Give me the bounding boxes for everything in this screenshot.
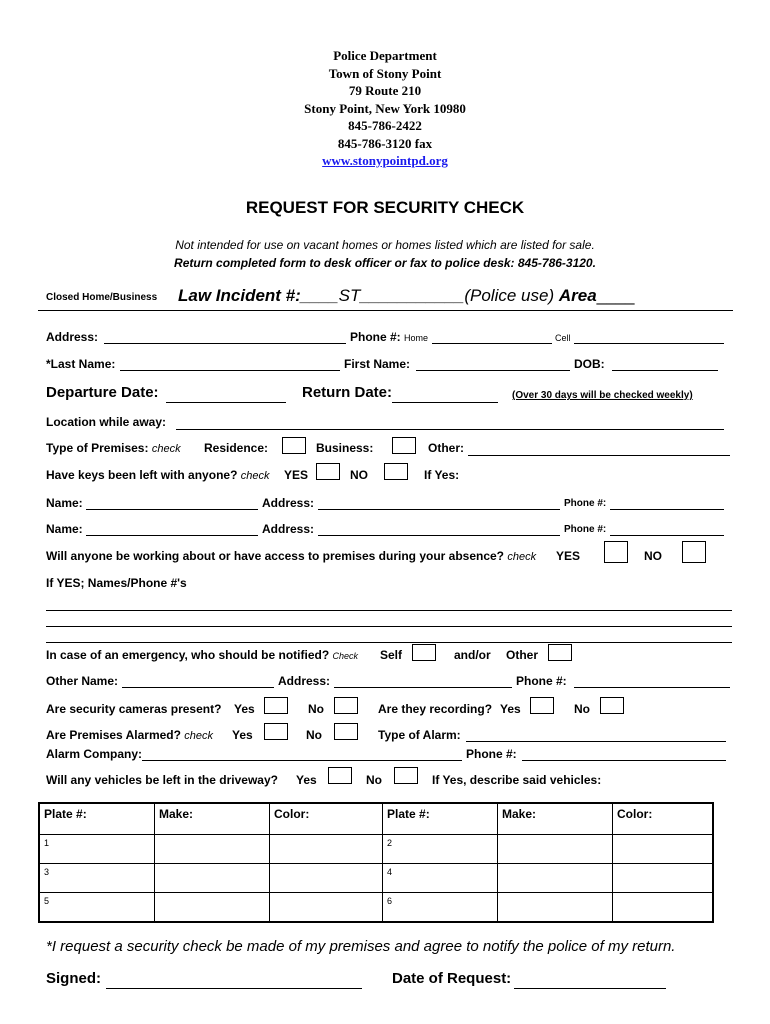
alarmed-yes-checkbox[interactable] bbox=[264, 723, 288, 740]
vacancy-note: Not intended for use on vacant homes or homes listed which are listed for sale. bbox=[175, 238, 595, 252]
access-no-checkbox[interactable] bbox=[682, 541, 706, 563]
recording-yes-checkbox[interactable] bbox=[530, 697, 554, 714]
business-label: Business: bbox=[316, 441, 374, 455]
vehicle-table-header bbox=[39, 803, 713, 835]
dob-input[interactable] bbox=[612, 370, 718, 371]
plate-cell[interactable]: 6 bbox=[383, 893, 498, 923]
table-row bbox=[39, 864, 713, 893]
return-date-label: Return Date: bbox=[302, 384, 393, 401]
make-cell[interactable] bbox=[155, 864, 270, 893]
names-phones-line-2[interactable] bbox=[46, 626, 732, 627]
address-label: Address: bbox=[46, 330, 99, 344]
date-request-label: Date of Request: bbox=[392, 970, 512, 987]
first-name-input[interactable] bbox=[416, 370, 570, 371]
keyholder1-name-input[interactable] bbox=[86, 509, 258, 510]
law-incident-field bbox=[178, 286, 634, 306]
other-phone-label: Phone #: bbox=[516, 674, 567, 688]
weekly-check-note: (Over 30 days will be checked weekly) bbox=[512, 390, 693, 401]
form-title: REQUEST FOR SECURITY CHECK bbox=[245, 198, 525, 217]
alarm-company-input[interactable] bbox=[142, 760, 462, 761]
check-hint: check bbox=[151, 443, 181, 455]
phone-label: Phone #: bbox=[350, 330, 401, 344]
return-note: Return completed form to desk officer or fax to police desk: 845-786-3120. bbox=[174, 256, 596, 270]
request-statement: *I request a security check be made of my premises and agree to notify the police of my return. bbox=[46, 938, 676, 955]
color-cell[interactable] bbox=[613, 893, 714, 923]
alarm-type-label: Type of Alarm: bbox=[378, 728, 461, 742]
if-yes-label: If Yes: bbox=[424, 468, 460, 482]
cameras-yes-checkbox[interactable] bbox=[264, 697, 288, 714]
color-header-1: Color: bbox=[270, 803, 383, 835]
make-cell[interactable] bbox=[155, 835, 270, 864]
check-hint: Check bbox=[332, 651, 359, 661]
vehicles-question: Will any vehicles be left in the driveway? bbox=[46, 773, 278, 787]
vehicles-no-label: No bbox=[366, 773, 382, 787]
law-incident-label: Law Incident #: bbox=[178, 286, 301, 305]
self-label: Self bbox=[380, 648, 403, 662]
other-label: Other: bbox=[428, 441, 464, 455]
phone-number: 845-786-2422 bbox=[348, 118, 422, 133]
cameras-no-checkbox[interactable] bbox=[334, 697, 358, 714]
cell-label: Cell bbox=[555, 333, 571, 343]
alarm-company-label: Alarm Company: bbox=[46, 747, 143, 761]
area-label: Area bbox=[558, 286, 597, 305]
plate-cell[interactable]: 1 bbox=[39, 835, 155, 864]
alarmed-no-label: No bbox=[306, 728, 322, 742]
plate-cell[interactable]: 3 bbox=[39, 864, 155, 893]
plate-cell[interactable]: 4 bbox=[383, 864, 498, 893]
other-contact-checkbox[interactable] bbox=[548, 644, 572, 661]
plate-cell[interactable]: 2 bbox=[383, 835, 498, 864]
vehicle-table bbox=[38, 802, 714, 923]
keys-no-checkbox[interactable] bbox=[384, 463, 408, 480]
make-cell[interactable] bbox=[155, 893, 270, 923]
keyholder1-phone-label: Phone #: bbox=[564, 498, 607, 509]
other-contact-label: Other bbox=[506, 648, 539, 662]
check-hint: check bbox=[184, 730, 214, 742]
self-checkbox[interactable] bbox=[412, 644, 436, 661]
last-name-input[interactable] bbox=[120, 370, 340, 371]
make-header-2: Make: bbox=[498, 803, 613, 835]
police-use-label: (Police use) bbox=[464, 286, 555, 305]
make-cell[interactable] bbox=[498, 835, 613, 864]
names-phones-line-3[interactable] bbox=[46, 642, 732, 643]
keyholder2-name-input[interactable] bbox=[86, 535, 258, 536]
color-header-2: Color: bbox=[613, 803, 714, 835]
color-cell[interactable] bbox=[613, 835, 714, 864]
emergency-question bbox=[46, 648, 358, 662]
keys-question bbox=[46, 468, 270, 482]
street-address: 79 Route 210 bbox=[348, 83, 422, 98]
alarm-type-input[interactable] bbox=[466, 741, 726, 742]
keyholder1-address-label: Address: bbox=[262, 496, 315, 510]
table-row bbox=[39, 835, 713, 864]
signature-input[interactable] bbox=[106, 988, 362, 989]
cameras-yes-label: Yes bbox=[234, 702, 255, 716]
make-cell[interactable] bbox=[498, 864, 613, 893]
recording-yes-label: Yes bbox=[500, 702, 521, 716]
check-hint: check bbox=[240, 470, 270, 482]
table-row bbox=[39, 893, 713, 923]
plate-header-2: Plate #: bbox=[383, 803, 498, 835]
town-name: Town of Stony Point bbox=[328, 65, 442, 81]
departure-label: Departure Date: bbox=[46, 384, 159, 401]
return-date-input[interactable] bbox=[392, 402, 498, 403]
keyholder1-name-label: Name: bbox=[46, 496, 83, 510]
last-name-label: *Last Name: bbox=[46, 357, 116, 371]
alarm-phone-input[interactable] bbox=[522, 760, 726, 761]
keyholder1-phone-input[interactable] bbox=[610, 509, 724, 510]
alarmed-yes-label: Yes bbox=[232, 728, 253, 742]
location-away-input[interactable] bbox=[176, 429, 724, 430]
premises-type-text: Type of Premises: bbox=[46, 441, 149, 455]
plate-header-1: Plate #: bbox=[39, 803, 155, 835]
location-away-label: Location while away: bbox=[46, 415, 167, 429]
other-address-label: Address: bbox=[278, 674, 331, 688]
fax-number: 845-786-3120 fax bbox=[337, 135, 433, 151]
describe-vehicles-label: If Yes, describe said vehicles: bbox=[432, 773, 602, 787]
color-cell[interactable] bbox=[270, 893, 383, 923]
dob-label: DOB: bbox=[574, 357, 605, 371]
cameras-no-label: No bbox=[308, 702, 324, 716]
city-address: Stony Point, New York 10980 bbox=[304, 100, 466, 116]
departure-input[interactable] bbox=[166, 402, 286, 403]
make-cell[interactable] bbox=[498, 893, 613, 923]
keys-question-text: Have keys been left with anyone? bbox=[46, 468, 238, 482]
plate-cell[interactable]: 5 bbox=[39, 893, 155, 923]
date-request-input[interactable] bbox=[514, 988, 666, 989]
check-hint: check bbox=[507, 551, 537, 563]
recording-no-label: No bbox=[574, 702, 590, 716]
other-name-input[interactable] bbox=[122, 687, 274, 688]
keys-yes-label: YES bbox=[284, 468, 309, 482]
recording-no-checkbox[interactable] bbox=[600, 697, 624, 714]
website-link[interactable]: www.stonypointpd.org bbox=[322, 153, 448, 168]
access-no-label: NO bbox=[644, 549, 662, 563]
recording-question: Are they recording? bbox=[378, 702, 493, 716]
other-address-input[interactable] bbox=[334, 687, 512, 688]
keyholder1-address-input[interactable] bbox=[318, 509, 560, 510]
home-phone-input[interactable] bbox=[432, 343, 552, 344]
first-name-label: First Name: bbox=[344, 357, 411, 371]
area-line: ____ bbox=[596, 286, 635, 305]
color-cell[interactable] bbox=[270, 835, 383, 864]
keyholder2-phone-label: Phone #: bbox=[564, 524, 607, 535]
access-question-text: Will anyone be working about or have access to premises during your absence? bbox=[46, 549, 505, 563]
other-phone-input[interactable] bbox=[574, 687, 730, 688]
color-cell[interactable] bbox=[270, 864, 383, 893]
closed-home-label: Closed Home/Business bbox=[46, 292, 158, 303]
names-phones-line-1[interactable] bbox=[46, 610, 732, 611]
address-input[interactable] bbox=[104, 343, 346, 344]
vehicles-yes-label: Yes bbox=[296, 773, 317, 787]
names-phones-label: If YES; Names/Phone #'s bbox=[46, 576, 187, 590]
access-yes-checkbox[interactable] bbox=[604, 541, 628, 563]
residence-checkbox[interactable] bbox=[282, 437, 306, 454]
residence-label: Residence: bbox=[204, 441, 269, 455]
and-or-label: and/or bbox=[454, 648, 491, 662]
keyholder2-name-label: Name: bbox=[46, 522, 83, 536]
business-checkbox[interactable] bbox=[392, 437, 416, 454]
color-cell[interactable] bbox=[613, 864, 714, 893]
emergency-question-text: In case of an emergency, who should be notified? bbox=[46, 648, 330, 662]
st-number: ____ST___________ bbox=[300, 286, 465, 305]
vehicles-no-checkbox[interactable] bbox=[394, 767, 418, 784]
alarm-phone-label: Phone #: bbox=[466, 747, 517, 761]
signed-label: Signed: bbox=[46, 970, 101, 987]
cell-phone-input[interactable] bbox=[574, 343, 724, 344]
cameras-question: Are security cameras present? bbox=[46, 702, 222, 716]
vehicles-yes-checkbox[interactable] bbox=[328, 767, 352, 784]
keys-yes-checkbox[interactable] bbox=[316, 463, 340, 480]
alarmed-question-text: Are Premises Alarmed? bbox=[46, 728, 181, 742]
alarmed-question bbox=[46, 728, 213, 742]
keys-no-label: NO bbox=[350, 468, 368, 482]
section-divider bbox=[38, 310, 733, 311]
department-name: Police Department bbox=[333, 48, 437, 63]
other-premises-input[interactable] bbox=[468, 455, 730, 456]
other-name-label: Other Name: bbox=[46, 674, 119, 688]
home-label: Home bbox=[404, 333, 429, 343]
access-question bbox=[46, 549, 536, 563]
keyholder2-address-input[interactable] bbox=[318, 535, 560, 536]
keyholder2-phone-input[interactable] bbox=[610, 535, 724, 536]
keyholder2-address-label: Address: bbox=[262, 522, 315, 536]
access-yes-label: YES bbox=[556, 549, 581, 563]
department-header bbox=[0, 47, 770, 170]
alarmed-no-checkbox[interactable] bbox=[334, 723, 358, 740]
make-header-1: Make: bbox=[155, 803, 270, 835]
premises-type-label bbox=[46, 441, 181, 455]
